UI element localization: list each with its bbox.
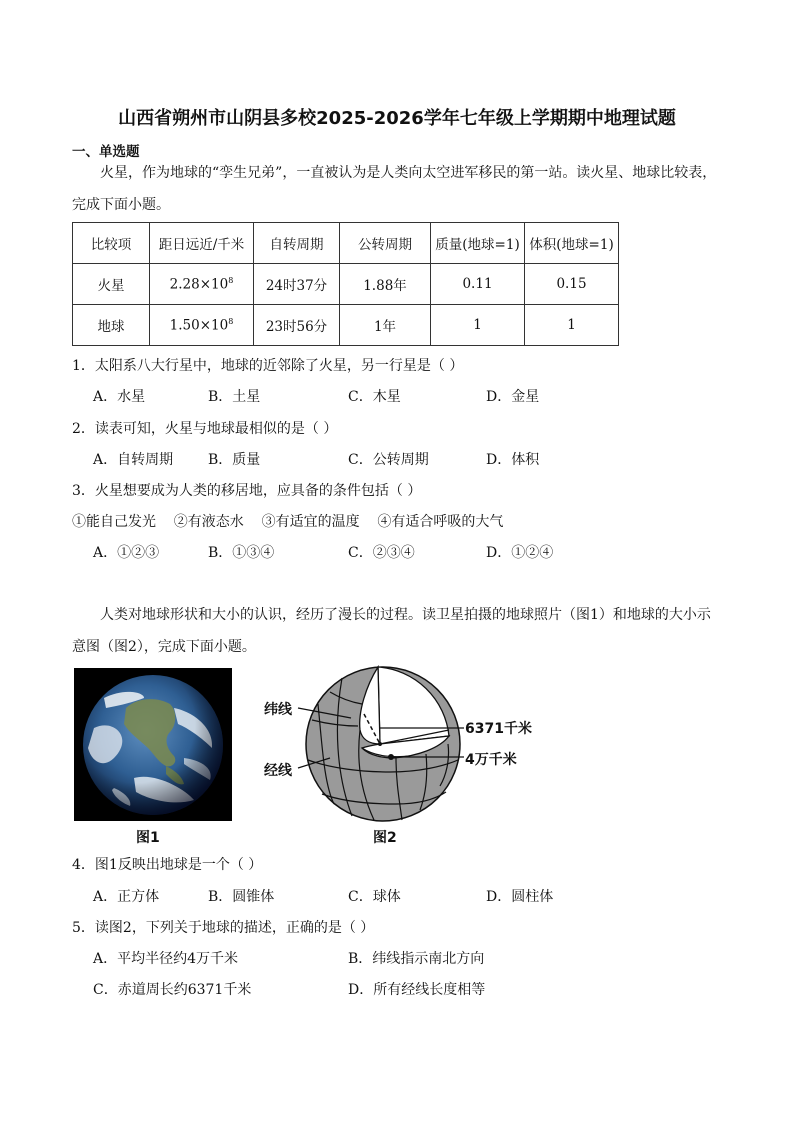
table-cell: 地球 [73, 305, 150, 346]
table-cell: 0.11 [431, 264, 525, 305]
option-d[interactable]: D．体积 [486, 452, 540, 468]
table-row [73, 264, 619, 305]
option-b[interactable]: B．圆锥体 [208, 889, 275, 905]
intro-1-line-1: 火星，作为地球的“孪生兄弟”，一直被认为是人类向太空进军移民的第一站。读火星、地球比较表， [100, 165, 717, 181]
table-cell: 23时56分 [254, 305, 340, 346]
table-header: 质量(地球=1) [431, 223, 525, 264]
option-c[interactable]: C．公转周期 [348, 452, 429, 468]
figure-1-label: 图1 [136, 830, 160, 846]
question-4: 4．图1反映出地球是一个（ ） [72, 857, 263, 873]
intro-passage-1 [72, 157, 722, 221]
intro-2-line-2: 意图（图2），完成下面小题。 [72, 639, 256, 655]
table-header: 体积(地球=1) [525, 223, 619, 264]
intro-passage-2 [72, 599, 722, 663]
table-cell: $2.28\times 10^8$ [150, 264, 254, 305]
option-a[interactable]: A．①②③ [93, 545, 160, 561]
section-heading: 一、单选题 [72, 144, 140, 160]
mars-earth-comparison-table [72, 222, 619, 346]
question-2: 2．读表可知，火星与地球最相似的是（ ） [72, 421, 338, 437]
option-c[interactable]: C．球体 [348, 889, 401, 905]
table-cell: 1年 [340, 305, 431, 346]
question-3-conditions: ①能自己发光 ②有液态水 ③有适宜的温度 ④有适合呼吸的大气 [72, 514, 504, 530]
table-cell: 1.88年 [340, 264, 431, 305]
table-cell: 火星 [73, 264, 150, 305]
question-5: 5．读图2，下列关于地球的描述，正确的是（ ） [72, 920, 375, 936]
latitude-label: 纬线 [264, 702, 292, 718]
option-d[interactable]: D．金星 [486, 389, 540, 405]
question-3: 3．火星想要成为人类的移居地，应具备的条件包括（ ） [72, 483, 422, 499]
question-1: 1．太阳系八大行星中，地球的近邻除了火星，另一行星是（ ） [72, 358, 464, 374]
table-cell: 24时37分 [254, 264, 340, 305]
table-cell: $1.50\times 10^8$ [150, 305, 254, 346]
option-c[interactable]: C．赤道周长约6371千米 [93, 982, 252, 998]
page-title: 山西省朔州市山阴县多校2025-2026学年七年级上学期期中地理试题 [118, 108, 676, 129]
option-a[interactable]: A．水星 [93, 389, 146, 405]
option-d[interactable]: D．所有经线长度相等 [348, 982, 486, 998]
table-cell: 1 [431, 305, 525, 346]
intro-1-line-2: 完成下面小题。 [72, 197, 170, 213]
circumference-label: 4万千米 [465, 752, 517, 768]
diagram-pointers [296, 700, 366, 770]
option-b[interactable]: B．质量 [208, 452, 261, 468]
earth-photo-figure [74, 668, 232, 821]
table-row [73, 305, 619, 346]
table-header-row [73, 223, 619, 264]
table-header: 比较项 [73, 223, 150, 264]
option-c[interactable]: C．②③④ [348, 545, 415, 561]
option-a[interactable]: A．自转周期 [93, 452, 174, 468]
longitude-label: 经线 [264, 763, 292, 779]
table-header: 自转周期 [254, 223, 340, 264]
table-header: 公转周期 [340, 223, 431, 264]
option-c[interactable]: C．木星 [348, 389, 401, 405]
table-header: 距日远近/千米 [150, 223, 254, 264]
option-b[interactable]: B．纬线指示南北方向 [348, 951, 485, 967]
option-a[interactable]: A．正方体 [93, 889, 160, 905]
table-cell: 1 [525, 305, 619, 346]
figure-2-label: 图2 [373, 830, 397, 846]
option-d[interactable]: D．①②④ [486, 545, 554, 561]
earth-photo [74, 668, 232, 821]
radius-label: 6371千米 [465, 721, 532, 737]
intro-2-line-1: 人类对地球形状和大小的认识，经历了漫长的过程。读卫星拍摄的地球照片（图1）和地球的大小示 [100, 607, 711, 623]
table-cell: 0.15 [525, 264, 619, 305]
option-b[interactable]: B．土星 [208, 389, 261, 405]
option-a[interactable]: A．平均半径约4万千米 [93, 951, 239, 967]
option-b[interactable]: B．①③④ [208, 545, 275, 561]
option-d[interactable]: D．圆柱体 [486, 889, 554, 905]
